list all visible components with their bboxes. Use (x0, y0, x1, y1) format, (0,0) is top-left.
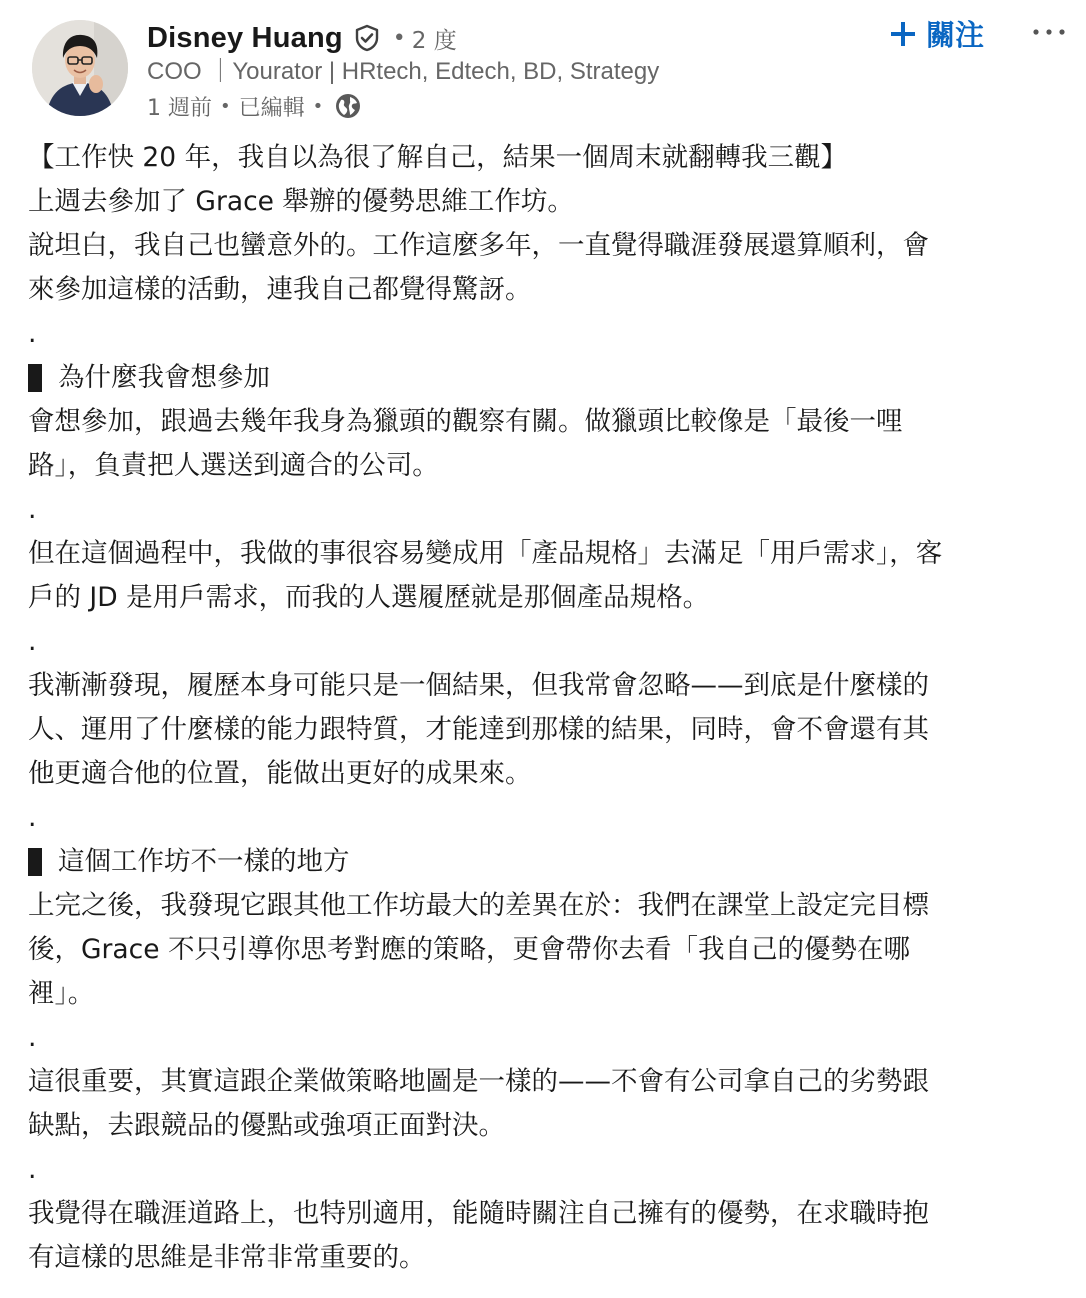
section-heading (28, 840, 1058, 884)
post-line: 上週去參加了 Grace 舉辦的優勢思維工作坊。 (28, 186, 574, 217)
post-meta (147, 89, 659, 123)
post-line: 他更適合他的位置，能做出更好的成果來。 (28, 758, 532, 789)
author-headline: COO ｜Yourator | HRtech, Edtech, BD, Strategy (147, 58, 660, 85)
post-line: 我漸漸發現，履歷本身可能只是一個結果，但我常會忽略——到底是什麼樣的 (28, 670, 929, 701)
separator-dot: • (220, 95, 231, 117)
author-avatar[interactable] (32, 20, 128, 116)
post-line: 裡」。 (28, 978, 95, 1009)
post-line: 路」，負責把人選送到適合的公司。 (28, 450, 439, 481)
edited-label: 已編輯 (238, 95, 305, 121)
connection-degree: 2 度 (411, 27, 457, 54)
post-divider-dot: . (28, 494, 37, 525)
post-line: 說坦白，我自己也蠻意外的。工作這麼多年，一直覺得職涯發展還算順利，會 (28, 230, 929, 261)
post-line: 戶的 JD 是用戶需求，而我的人選履歷就是那個產品規格。 (28, 582, 710, 613)
post-line: 有這樣的思維是非常非常重要的。 (28, 1242, 426, 1273)
section-heading (28, 356, 1058, 400)
post-line: 會想參加，跟過去幾年我身為獵頭的觀察有關。做獵頭比較像是「最後一哩 (28, 406, 903, 437)
plus-icon (890, 20, 916, 46)
author-info (147, 18, 659, 123)
post-divider-dot: . (28, 802, 37, 833)
heading-bar-icon (28, 364, 42, 392)
ellipsis-icon (1030, 35, 1068, 54)
separator-dot: • (312, 95, 324, 117)
post-line: 後，Grace 不只引導你思考對應的策略，更會帶你去看「我自己的優勢在哪 (28, 934, 910, 965)
post-divider-dot: . (28, 1022, 37, 1053)
post-line: 但在這個過程中，我做的事很容易變成用「產品規格」去滿足「用戶需求」，客 (28, 538, 943, 569)
author-name-row (147, 18, 659, 58)
post-body (28, 136, 1058, 1280)
post-title-line: 【工作快 20 年，我自以為很了解自己，結果一個周末就翻轉我三觀】 (28, 142, 848, 173)
post-line: 上完之後，我發現它跟其他工作坊最大的差異在於：我們在課堂上設定完目標 (28, 890, 929, 921)
follow-button[interactable] (890, 12, 984, 54)
separator-dot: • (392, 25, 406, 51)
post-divider-dot: . (28, 1154, 37, 1185)
section-heading-text: 這個工作坊不一樣的地方 (58, 846, 350, 877)
post-line: 人、運用了什麼樣的能力跟特質，才能達到那樣的結果，同時，會不會還有其 (28, 714, 929, 745)
follow-label: 關注 (926, 17, 985, 52)
post-line: 這很重要，其實這跟企業做策略地圖是一樣的——不會有公司拿自己的劣勢跟 (28, 1066, 929, 1097)
post-divider-dot: . (28, 626, 37, 657)
verified-shield-icon (353, 24, 381, 52)
post-line: 我覺得在職涯道路上，也特別適用，能隨時關注自己擁有的優勢，在求職時抱 (28, 1198, 929, 1229)
post-header (0, 0, 1086, 130)
post-time[interactable]: 1 週前 (147, 95, 212, 121)
more-options-button[interactable] (1030, 14, 1068, 50)
heading-bar-icon (28, 848, 42, 876)
globe-icon (335, 93, 361, 119)
section-heading-text: 為什麼我會想參加 (58, 362, 270, 393)
post-line: 缺點，去跟競品的優點或強項正面對決。 (28, 1110, 505, 1141)
author-name[interactable]: Disney Huang (147, 21, 343, 54)
post-divider-dot: . (28, 318, 37, 349)
post-line: 來參加這樣的活動，連我自己都覺得驚訝。 (28, 274, 532, 305)
